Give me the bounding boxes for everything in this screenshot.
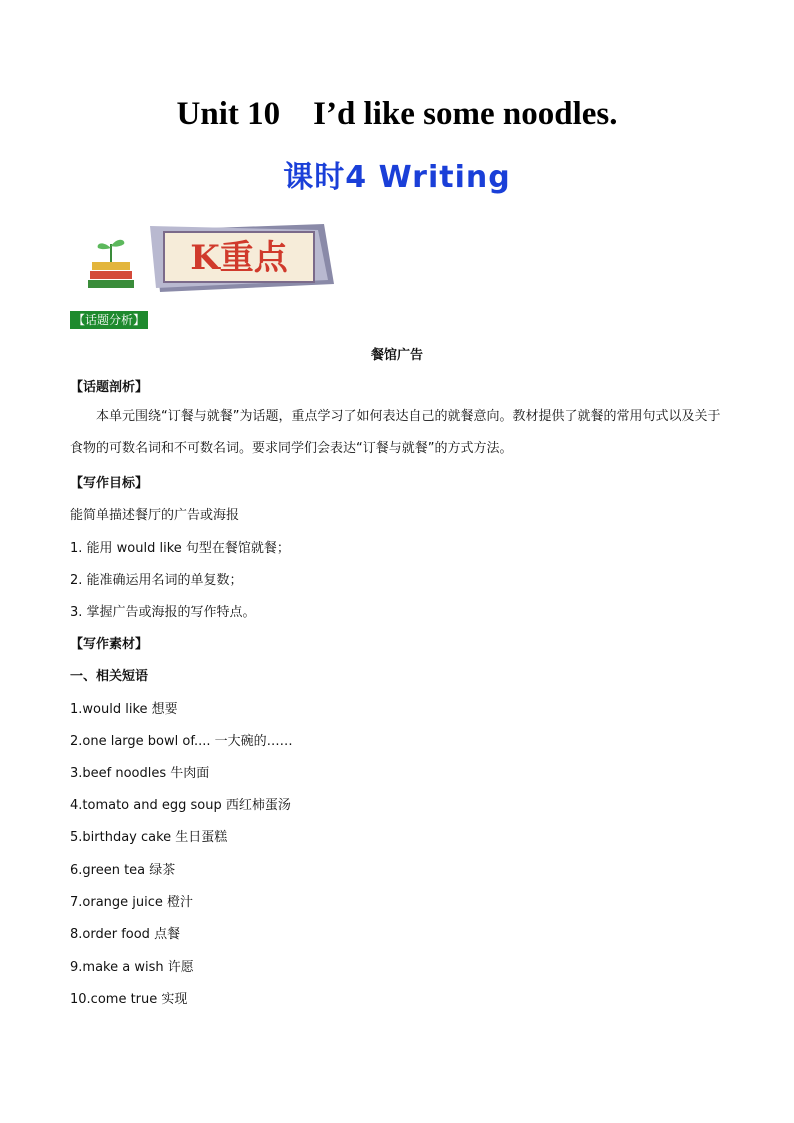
key-points-banner [84,222,344,302]
goal-item: 2. 能准确运用名词的单复数； [70,573,243,588]
topic-analysis-tag: 【话题分析】 [70,311,148,329]
goals-intro: 能简单描述餐厅的广告或海报 [70,508,240,523]
banner-text: K重点 [190,238,288,278]
phrase-item: 10.come true 实现 [70,992,188,1007]
goal-item: 1. 能用 would like 句型在餐馆就餐； [70,541,290,556]
phrase-item: 2.one large bowl of.... 一大碗的…… [70,734,293,749]
phrase-item: 1.would like 想要 [70,702,178,717]
phrase-item: 5.birthday cake 生日蛋糕 [70,830,228,845]
phrases-heading: 一、相关短语 [70,669,149,684]
page-title: Unit 10 I’d like some noodles. [176,96,618,132]
analysis-paragraph: 本单元围绕“订餐与就餐”为话题，重点学习了如何表达自己的就餐意向。教材提供了就餐的常用句式以及关于食物的可数名词和不可数名词。要求同学们会表达“订餐与就餐”的方式方法。 [70,409,721,456]
topic-title: 餐馆广告 [370,348,423,363]
phrase-item: 4.tomato and egg soup 西红柿蛋汤 [70,798,291,813]
phrase-item: 9.make a wish 许愿 [70,960,194,975]
books-sprout-icon [88,240,134,288]
material-heading: 【写作素材】 [70,637,149,652]
phrase-item: 7.orange juice 橙汁 [70,895,194,910]
phrase-item: 6.green tea 绿茶 [70,863,176,878]
analysis-heading: 【话题剖析】 [70,380,149,395]
lesson-subtitle: 课时4 Writing [283,160,511,195]
goals-heading: 【写作目标】 [70,476,149,491]
phrase-item: 8.order food 点餐 [70,927,181,942]
phrase-item: 3.beef noodles 牛肉面 [70,766,210,781]
goal-item: 3. 掌握广告或海报的写作特点。 [70,605,256,620]
